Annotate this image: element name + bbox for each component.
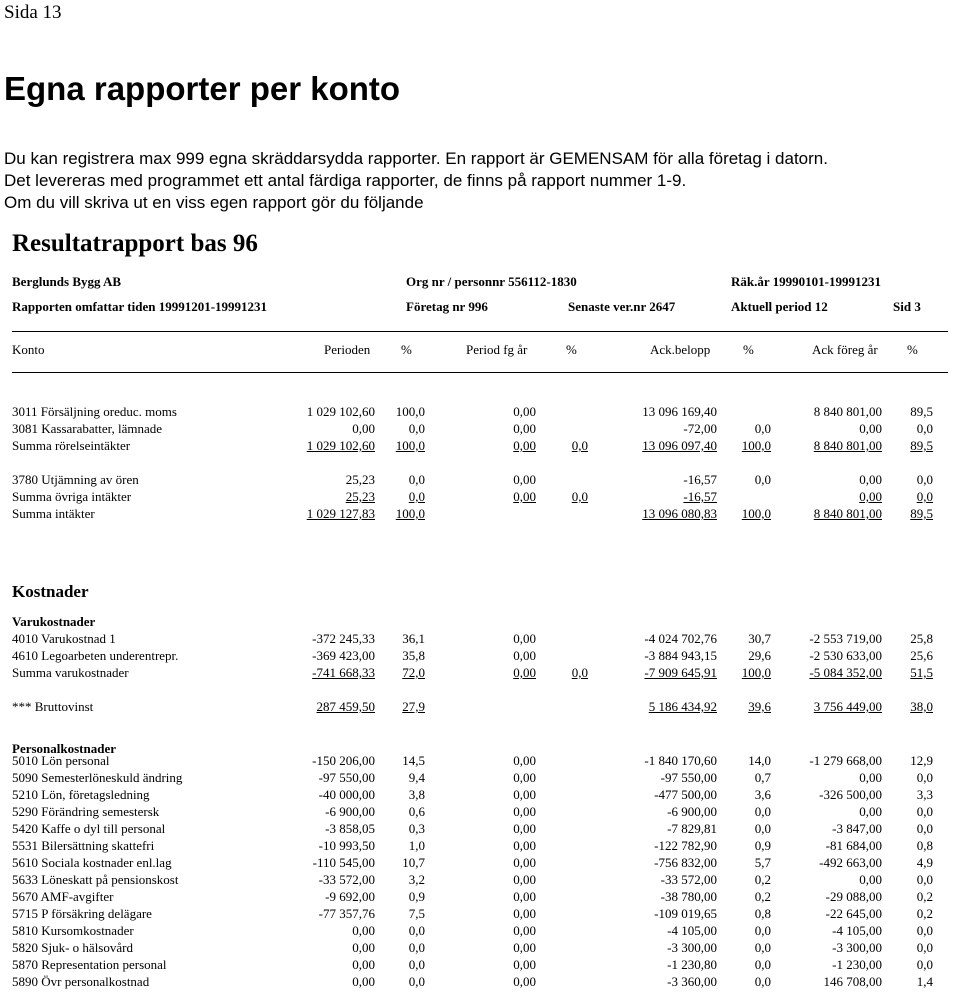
account-label: 5010 Lön personal [12,753,110,768]
table-row [0,922,960,939]
col-pct: % [566,342,577,357]
table-cell: 0,00 [513,940,536,955]
table-cell: -6 900,00 [667,804,717,819]
table-cell: 100,0 [741,506,771,521]
table-cell: 0,0 [408,472,425,487]
account-label: 5420 Kaffe o dyl till personal [12,821,166,836]
table-cell: 5 186 434,92 [648,699,717,714]
table-cell: 0,00 [513,855,536,870]
table-cell: -40 000,00 [318,787,375,802]
table-row [0,471,960,488]
table-cell: 0,00 [513,770,536,785]
account-label: 5610 Sociala kostnader enl.lag [12,855,172,870]
col-period-fg-ar: Period fg år [466,342,528,357]
table-row [0,630,960,647]
table-cell: 100,0 [741,665,771,680]
table-cell: 0,00 [513,889,536,904]
table-cell: 100,0 [395,438,425,453]
table-cell: 0,7 [754,770,771,785]
table-cell: 100,0 [395,404,425,419]
table-cell: 0,0 [916,957,933,972]
account-label: *** Bruttovinst [12,699,94,714]
table-cell: -756 832,00 [654,855,717,870]
table-cell: 39,6 [748,699,771,714]
table-cell: 3 756 449,00 [813,699,882,714]
account-label: 5820 Sjuk- o hälsovård [12,940,133,955]
table-row [0,647,960,664]
page-title: Egna rapporter per konto [4,70,401,107]
table-cell: 89,5 [910,506,933,521]
table-cell: 1 029 127,83 [306,506,375,521]
table-cell: 8 840 801,00 [813,404,882,419]
table-cell: 0,00 [513,648,536,663]
table-cell: 1 029 102,60 [306,438,375,453]
table-cell: -38 780,00 [660,889,717,904]
table-cell: -4 105,00 [667,923,717,938]
table-cell: -1 840 170,60 [644,753,717,768]
table-cell: 0,00 [352,974,375,989]
account-label: 5890 Övr personalkostnad [12,974,150,989]
table-cell: 14,0 [748,753,771,768]
current-period: Aktuell period 12 [731,299,828,314]
table-cell: 3,2 [408,872,425,887]
table-cell: 0,0 [754,974,771,989]
account-label: 5090 Semesterlöneskuld ändring [12,770,183,785]
table-cell: -3 884 943,15 [644,648,717,663]
table-cell: -110 545,00 [312,855,375,870]
table-cell: 0,00 [513,957,536,972]
table-cell: -33 572,00 [660,872,717,887]
table-cell: 30,7 [748,631,771,646]
col-ack-foreg-ar: Ack föreg år [812,342,878,357]
table-cell: -3 300,00 [832,940,882,955]
table-cell: 0,0 [754,957,771,972]
table-cell: 0,00 [352,957,375,972]
account-label: Summa övriga intäkter [12,489,132,504]
table-row [0,871,960,888]
table-row [0,752,960,769]
table-row [0,403,960,420]
table-cell: 0,0 [754,940,771,955]
account-label: 5290 Förändring semestersk [12,804,160,819]
intro-text [4,148,828,214]
table-cell: 8 840 801,00 [813,506,882,521]
table-cell: -97 550,00 [660,770,717,785]
account-label: Summa intäkter [12,506,95,521]
page-number: Sida 13 [4,2,62,23]
table-cell: 0,0 [571,489,588,504]
table-cell: 0,00 [513,821,536,836]
table-cell: 0,00 [513,665,536,680]
table-cell: 10,7 [402,855,425,870]
table-cell: -4 024 702,76 [644,631,717,646]
divider [12,372,948,373]
table-cell: 4,9 [916,855,933,870]
table-cell: 0,00 [352,421,375,436]
table-cell: 0,3 [408,821,425,836]
table-cell: 25,6 [910,648,933,663]
table-cell: -3 858,05 [325,821,375,836]
table-row [0,664,960,681]
table-cell: -16,57 [683,472,717,487]
table-cell: 100,0 [395,506,425,521]
table-cell: -72,00 [683,421,717,436]
table-cell: 25,23 [345,472,375,487]
table-cell: 0,00 [513,872,536,887]
table-cell: 0,00 [513,804,536,819]
table-cell: 0,9 [408,889,425,904]
account-label: 5531 Bilersättning skattefri [12,838,155,853]
table-cell: -122 782,90 [654,838,717,853]
table-row [0,939,960,956]
account-label: Summa varukostnader [12,665,129,680]
table-cell: 0,0 [571,438,588,453]
table-cell: -372 245,33 [312,631,375,646]
account-label: 3780 Utjämning av ören [12,472,139,487]
table-cell: 0,0 [754,821,771,836]
table-cell: -6 900,00 [325,804,375,819]
account-label: 4610 Legoarbeten underentrepr. [12,648,179,663]
table-cell: -2 530 633,00 [809,648,882,663]
table-cell: -369 423,00 [312,648,375,663]
table-cell: 0,00 [513,421,536,436]
account-label: 5810 Kursomkostnader [12,923,134,938]
col-pct: % [743,342,754,357]
table-cell: 0,2 [916,889,933,904]
table-cell: 100,0 [741,438,771,453]
table-row [0,820,960,837]
col-pct: % [401,342,412,357]
table-cell: 14,5 [402,753,425,768]
table-cell: 35,8 [402,648,425,663]
table-row [0,769,960,786]
table-cell: -2 553 719,00 [809,631,882,646]
table-cell: -5 084 352,00 [809,665,882,680]
table-cell: 0,0 [754,472,771,487]
table-cell: 0,00 [513,472,536,487]
table-cell: 0,00 [513,489,536,504]
table-cell: -1 279 668,00 [809,753,882,768]
table-cell: -77 357,76 [318,906,375,921]
table-row [0,786,960,803]
table-cell: -10 993,50 [318,838,375,853]
col-ack-belopp: Ack.belopp [650,342,711,357]
table-cell: 0,00 [513,631,536,646]
table-cell: 0,2 [754,872,771,887]
table-cell: -3 300,00 [667,940,717,955]
table-cell: 0,0 [754,923,771,938]
table-cell: 0,00 [513,906,536,921]
table-cell: 0,0 [916,872,933,887]
table-row [0,973,960,990]
account-label: 5210 Lön, företagsledning [12,787,150,802]
table-cell: 1,0 [408,838,425,853]
table-cell: -1 230,00 [832,957,882,972]
table-row [0,698,960,715]
table-cell: -1 230,80 [667,957,717,972]
table-cell: 0,0 [408,957,425,972]
company-name: Berglunds Bygg AB [12,274,122,289]
table-cell: 3,3 [916,787,933,802]
table-cell: 7,5 [408,906,425,921]
table-cell: 0,9 [754,838,771,853]
table-row [0,956,960,973]
table-row [0,420,960,437]
table-cell: 13 096 169,40 [642,404,717,419]
table-cell: 0,0 [571,665,588,680]
intro-line: Det levereras med programmet ett antal färdiga rapporter, de finns på rapport nummer 1-9. [4,171,687,190]
table-cell: 0,00 [513,787,536,802]
table-cell: 25,23 [345,489,375,504]
table-cell: 0,0 [408,974,425,989]
table-row [0,905,960,922]
table-cell: -16,57 [683,489,717,504]
table-cell: 0,0 [916,770,933,785]
table-cell: 0,00 [859,872,882,887]
table-cell: 146 708,00 [823,974,882,989]
table-cell: 0,00 [513,404,536,419]
org-number: Org nr / personnr 556112-1830 [406,274,577,289]
table-cell: 0,0 [916,472,933,487]
table-cell: -3 847,00 [832,821,882,836]
table-cell: 0,0 [754,421,771,436]
table-row [0,854,960,871]
account-label: 5715 P försäkring delägare [12,906,152,921]
table-cell: 0,00 [513,838,536,853]
table-cell: -22 645,00 [825,906,882,921]
table-cell: 1 029 102,60 [306,404,375,419]
table-cell: 1,4 [916,974,933,989]
table-cell: 51,5 [910,665,933,680]
section-kostnader: Kostnader [12,582,89,601]
table-cell: -492 663,00 [819,855,882,870]
table-cell: 0,00 [859,489,882,504]
table-cell: 0,00 [859,472,882,487]
table-cell: 0,0 [408,421,425,436]
table-cell: 3,8 [408,787,425,802]
table-cell: -477 500,00 [654,787,717,802]
table-cell: 5,7 [754,855,771,870]
table-cell: 0,8 [754,906,771,921]
table-cell: 0,00 [859,421,882,436]
table-cell: 29,6 [748,648,771,663]
table-cell: 36,1 [402,631,425,646]
table-cell: 0,0 [754,804,771,819]
table-cell: 13 096 080,83 [642,506,717,521]
table-cell: 0,8 [916,838,933,853]
report-page: Sid 3 [893,299,921,314]
account-label: 5870 Representation personal [12,957,167,972]
intro-line: Du kan registrera max 999 egna skräddarsydda rapporter. En rapport är GEMENSAM för alla företag i datorn. [4,149,828,168]
table-cell: 0,00 [513,974,536,989]
table-cell: 0,0 [916,821,933,836]
table-cell: 0,0 [916,804,933,819]
table-cell: -4 105,00 [832,923,882,938]
col-perioden: Perioden [324,342,371,357]
account-label: 3011 Försäljning oreduc. moms [12,404,177,419]
account-label: 5670 AMF-avgifter [12,889,114,904]
table-cell: 0,0 [916,923,933,938]
table-row [0,437,960,454]
table-cell: 0,00 [859,804,882,819]
table-cell: 0,00 [859,770,882,785]
group-varukostnader: Varukostnader [12,614,96,629]
table-cell: 287 459,50 [316,699,375,714]
table-cell: -29 088,00 [825,889,882,904]
table-cell: -81 684,00 [825,838,882,853]
fiscal-year: Räk.år 19990101-19991231 [731,274,881,289]
col-pct: % [907,342,918,357]
table-cell: -7 829,81 [667,821,717,836]
table-cell: 0,00 [513,438,536,453]
table-cell: 3,6 [754,787,771,802]
col-konto: Konto [12,342,45,357]
report-title: Resultatrapport bas 96 [12,230,258,257]
table-cell: 0,00 [513,753,536,768]
company-number: Företag nr 996 [406,299,488,314]
account-label: Summa rörelseintäkter [12,438,131,453]
period-range: Rapporten omfattar tiden 19991201-19991231 [12,299,268,314]
table-row [0,488,960,505]
table-cell: 12,9 [910,753,933,768]
last-version: Senaste ver.nr 2647 [568,299,676,314]
account-label: 3081 Kassarabatter, lämnade [12,421,163,436]
divider [12,331,948,332]
table-cell: 27,9 [402,699,425,714]
table-cell: 72,0 [402,665,425,680]
table-cell: -7 909 645,91 [644,665,717,680]
table-cell: -3 360,00 [667,974,717,989]
account-label: 4010 Varukostnad 1 [12,631,116,646]
table-cell: 0,00 [352,923,375,938]
table-cell: 89,5 [910,438,933,453]
table-cell: 9,4 [408,770,425,785]
table-cell: 13 096 097,40 [642,438,717,453]
report-image [0,230,960,996]
table-row [0,837,960,854]
table-cell: 0,00 [352,940,375,955]
table-cell: 0,0 [916,940,933,955]
table-row [0,888,960,905]
intro-line: Om du vill skriva ut en viss egen rapport gör du följande [4,193,424,212]
table-cell: 8 840 801,00 [813,438,882,453]
group-personalkostnader: Personalkostnader [12,741,116,756]
table-cell: -9 692,00 [325,889,375,904]
table-cell: -33 572,00 [318,872,375,887]
table-cell: -741 668,33 [312,665,375,680]
table-cell: 89,5 [910,404,933,419]
table-cell: 0,00 [513,923,536,938]
table-cell: 0,0 [408,489,425,504]
table-cell: 0,2 [754,889,771,904]
table-cell: 0,0 [408,940,425,955]
table-cell: -326 500,00 [819,787,882,802]
table-cell: -150 206,00 [312,753,375,768]
table-cell: 0,6 [408,804,425,819]
table-row [0,505,960,522]
account-label: 5633 Löneskatt på pensionskost [12,872,179,887]
table-cell: 0,0 [408,923,425,938]
table-cell: 0,0 [916,421,933,436]
table-cell: 38,0 [910,699,933,714]
table-row [0,803,960,820]
table-cell: -97 550,00 [318,770,375,785]
table-cell: 0,0 [916,489,933,504]
table-cell: 0,2 [916,906,933,921]
table-cell: 25,8 [910,631,933,646]
table-cell: -109 019,65 [654,906,717,921]
